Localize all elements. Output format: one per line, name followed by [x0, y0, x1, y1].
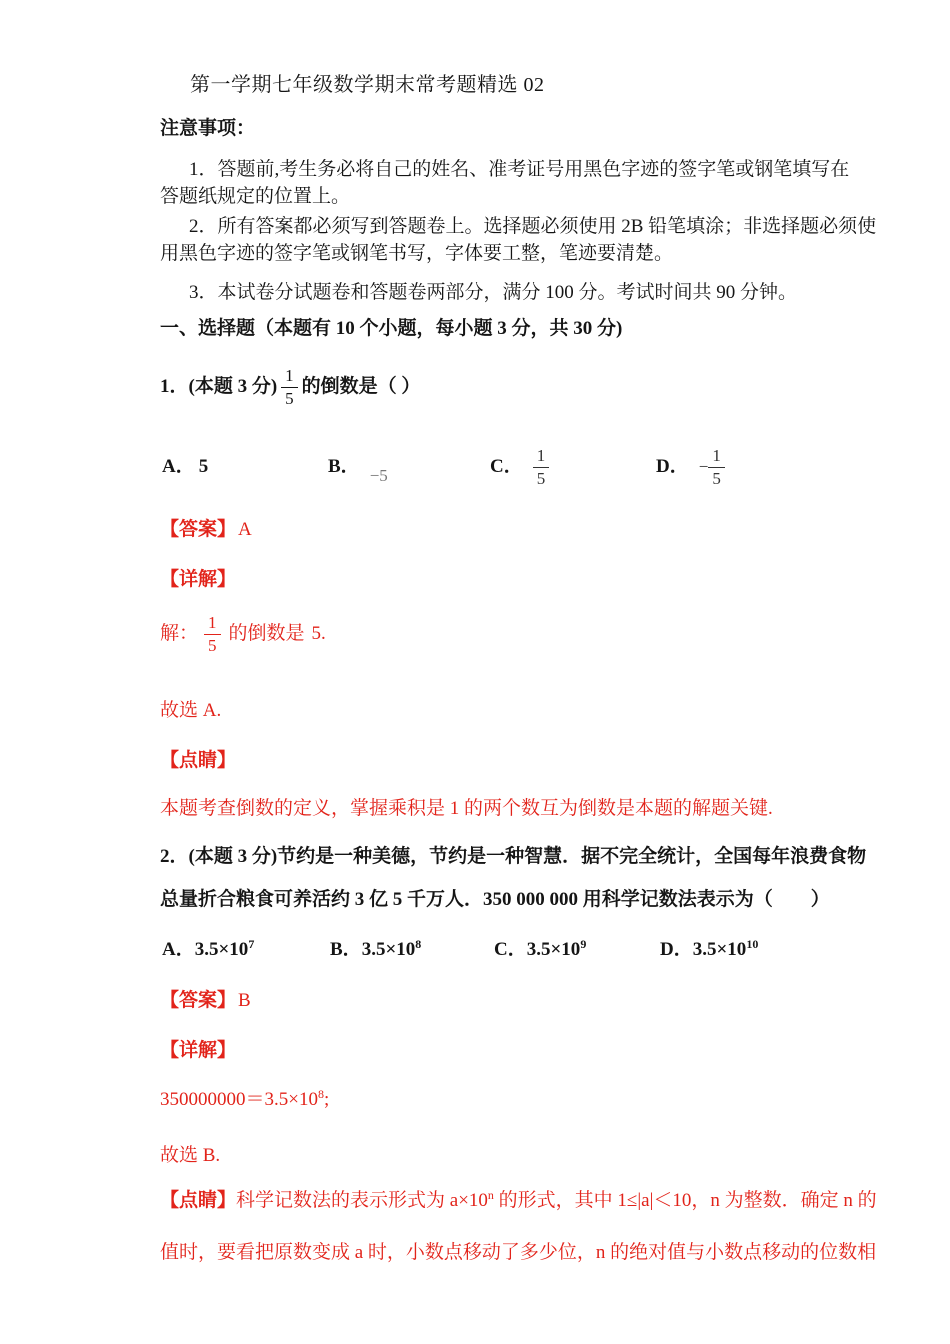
- q1-tip-tag: 【点睛】: [160, 750, 237, 771]
- option-label: C．: [494, 939, 527, 960]
- option-exponent: 8: [415, 937, 422, 951]
- page-title: 第一学期七年级数学期末常考题精选 02: [190, 74, 545, 96]
- section-1-heading: 一、选择题（本题有 10 个小题，每小题 3 分，共 30 分): [160, 318, 623, 339]
- calc-base: 350000000＝3.5×10: [160, 1089, 318, 1110]
- option-exponent: 7: [248, 937, 255, 951]
- fraction-numerator: 1: [281, 366, 298, 388]
- q1-solution-line: [160, 605, 326, 663]
- q1-option-b: [328, 441, 388, 493]
- answer-value: A: [238, 519, 252, 540]
- notice-item-2-line-1: 2．所有答案都必须写到答题卷上。选择题必须使用 2B 铅笔填涂；非选择题必须使: [189, 216, 877, 237]
- option-value: 3.5×10: [361, 939, 416, 960]
- q1-tip-text: 本题考查倒数的定义，掌握乘积是 1 的两个数互为倒数是本题的解题关键.: [160, 798, 773, 819]
- notice-item-1-line-1: 1．答题前,考生务必将自己的姓名、准考证号用黑色字迹的签字笔或钢笔填写在: [189, 159, 850, 180]
- fraction-numerator: 1: [533, 446, 550, 468]
- option-value: 5: [198, 455, 209, 477]
- q2-option-a: [162, 938, 254, 963]
- solution-value: 5.: [311, 622, 326, 644]
- question-2-stem-line-2: 总量折合粮食可养活约 3 亿 5 千万人．350 000 000 用科学记数法表示为（ ）: [160, 889, 830, 910]
- option-value: 3.5×10: [194, 939, 249, 960]
- minus-sign: −: [698, 456, 709, 476]
- notice-item-2-line-2: 用黑色字迹的签字笔或钢笔书写，字体要工整，笔迹要清楚。: [160, 243, 674, 264]
- calc-tail: ;: [323, 1089, 330, 1110]
- fraction-denominator: 5: [536, 468, 546, 488]
- q1-option-c: [490, 441, 549, 493]
- answer-tag: 【答案】: [160, 519, 237, 540]
- fraction-denominator: 5: [712, 468, 721, 488]
- option-exponent: 10: [746, 937, 759, 951]
- q2-option-b: [330, 938, 421, 963]
- q1-option-d: [656, 441, 725, 493]
- q2-tip-line-2: 值时，要看把原数变成 a 时，小数点移动了多少位，n 的绝对值与小数点移动的位数相: [160, 1242, 877, 1263]
- q2-option-c: [494, 938, 586, 963]
- q1-answer-line: [160, 518, 252, 543]
- question-1-stem: [160, 362, 420, 412]
- option-value: 3.5×10: [692, 939, 747, 960]
- q2-detail-tag: 【详解】: [160, 1040, 237, 1061]
- option-label: D．: [660, 939, 693, 960]
- q1-option-a: [162, 441, 208, 493]
- notice-item-1-line-2: 答题纸规定的位置上。: [160, 186, 351, 207]
- option-exponent: 9: [580, 937, 587, 951]
- option-label: D．: [656, 455, 689, 477]
- q2-answer-line: [160, 989, 251, 1014]
- question-1-stem-prefix: 1．(本题 3 分): [160, 375, 278, 397]
- q1-conclusion: 故选 A.: [160, 700, 222, 721]
- option-value: 3.5×10: [526, 939, 581, 960]
- fraction-denominator: 5: [208, 635, 217, 655]
- question-1-fraction: [281, 366, 298, 408]
- calc-exponent: 8: [317, 1087, 324, 1101]
- option-fraction: [533, 446, 550, 488]
- option-label: C．: [490, 455, 523, 477]
- q2-tip-line-1: [160, 1189, 877, 1214]
- notice-heading: 注意事项：: [160, 118, 256, 139]
- solution-fraction: [204, 613, 221, 655]
- q2-conclusion: 故选 B.: [160, 1145, 221, 1166]
- q1-detail-tag: 【详解】: [160, 569, 237, 590]
- tip-text-pre: 科学记数法的表示形式为 a×10: [236, 1190, 488, 1211]
- option-fraction: [708, 446, 725, 488]
- option-label: A．: [162, 455, 195, 477]
- tip-exponent: n: [487, 1188, 494, 1202]
- answer-value: B: [238, 990, 251, 1011]
- solution-mid: 的倒数是: [228, 622, 305, 644]
- option-label: B．: [328, 455, 360, 477]
- tip-text-post: 的形式，其中 1≤|a|＜10，n 为整数．确定 n 的: [493, 1190, 877, 1211]
- q2-calculation-line: [160, 1088, 329, 1113]
- q2-tip-tag: 【点睛】: [160, 1190, 237, 1211]
- option-label: B．: [330, 939, 362, 960]
- fraction-numerator: 1: [708, 446, 725, 468]
- answer-tag: 【答案】: [160, 990, 237, 1011]
- fraction-denominator: 5: [285, 388, 294, 408]
- question-2-stem-line-1: 2．(本题 3 分)节约是一种美德，节约是一种智慧．据不完全统计，全国每年浪费食物: [160, 846, 867, 867]
- question-1-stem-suffix: 的倒数是（ ）: [301, 375, 421, 397]
- notice-item-3: 3．本试卷分试题卷和答题卷两部分，满分 100 分。考试时间共 90 分钟。: [189, 282, 798, 303]
- option-value: −5: [369, 465, 388, 485]
- fraction-numerator: 1: [204, 613, 221, 635]
- q2-option-d: [660, 938, 758, 963]
- option-label: A．: [162, 939, 195, 960]
- solution-prefix: 解：: [160, 622, 199, 644]
